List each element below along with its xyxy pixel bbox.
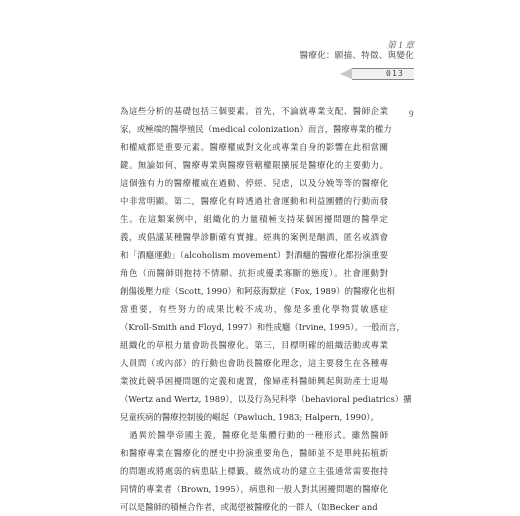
- text-line: 生。在這類案例中，組織化的力量積極支持某個困擾問題的醫學定: [120, 214, 388, 224]
- page-number-tab: [352, 68, 414, 80]
- margin-number: 9: [409, 109, 414, 119]
- text-line: 和「酒癮運動」（alcoholism movement）對酒癮的醫療化都扮演重要: [120, 250, 388, 260]
- running-head: [300, 40, 414, 62]
- text-line: 為這些分析的基礎包括三個要素。首先，不論就專業支配、醫師企業: [120, 106, 388, 116]
- body-text: [120, 102, 412, 516]
- paragraph: [120, 426, 388, 516]
- text-line: 這個強有力的醫療權威在過動、停經、兒虐，以及分娩等等的醫療化: [120, 178, 388, 188]
- chapter-label: 第 1 章: [386, 40, 414, 50]
- text-line: 同情的專業者（Brown, 1995），病患和一般人對其困擾問題的醫療化: [120, 484, 388, 494]
- text-line: 角色（而醫師則抱持不情願、抗拒或優柔寡斷的態度）。社會運動對: [120, 268, 388, 278]
- text-line: 過異於醫學帝國主義，醫療化是集體行動的一種形式。雖然醫師: [120, 430, 388, 440]
- text-line: 和權威都是重要元素。醫療權威對文化或專業自身的影響在此相當關: [120, 142, 388, 152]
- text-line: 家，或極端的醫學殖民（medical colonization）而言，醫療專業的權力: [120, 124, 392, 134]
- text-line: （Wertz and Wertz, 1989），以及行為兒科學（behavioral pediatrics）擴: [120, 394, 412, 404]
- text-line: 業彼此競爭困擾問題的定義和處置，像婦產科醫師興起與助產士退場: [120, 376, 388, 386]
- paragraph: [120, 102, 412, 426]
- section-title: 醫療化：願描、特徵、與變化: [299, 51, 414, 62]
- text-line: 當重要，有些努力的成果比較不成功，像是多重化學物質敏感症: [120, 304, 388, 314]
- page-number: 013: [385, 69, 404, 78]
- paragraphs: [120, 102, 412, 516]
- page-number-bar: [0, 68, 520, 78]
- text-line: 中非常明顯。第二，醫療化有時透過社會運動和利益團體的行動而發: [120, 196, 388, 206]
- text-line: 組織化的草根力量會助長醫療化。第三，目標明確的組織活動或專業: [120, 340, 388, 350]
- text-line: 兒童疾病的醫療控制後的崛起（Pawluch, 1983; Halpern, 1990）。: [120, 412, 379, 422]
- text-line: 的問題或將處弱的病患貼上標籤。縱然成功的建立主張通常需要抱持: [120, 466, 388, 476]
- text-line: 可以是醫師的積極合作者，或渴望被醫療化的一群人（如Becker and: [120, 502, 378, 512]
- text-line: 鍵。無論如何，醫療專業與醫療管轄權限擴展是醫療化的主要動力。: [120, 160, 388, 170]
- text-line: 義，或倡議某種醫學診斷確有實據。經典的案例是酗酒，匿名戒酒會: [120, 232, 388, 242]
- text-line: 人員間（或內部）的行動也會助長醫療化理念，這主要發生在各種專: [120, 358, 388, 368]
- text-line: 創傷後壓力症（Scott, 1990）和阿茲海默症（Fox, 1989）的醫療化也相: [120, 286, 395, 296]
- text-line: 和醫療專業在醫療化的歷史中扮演重要角色，醫師並不是單純拓植新: [120, 448, 388, 458]
- text-line: （Kroll-Smith and Floyd, 1997）和性成癮（Irvine, 1995）。一般而言，: [120, 322, 405, 332]
